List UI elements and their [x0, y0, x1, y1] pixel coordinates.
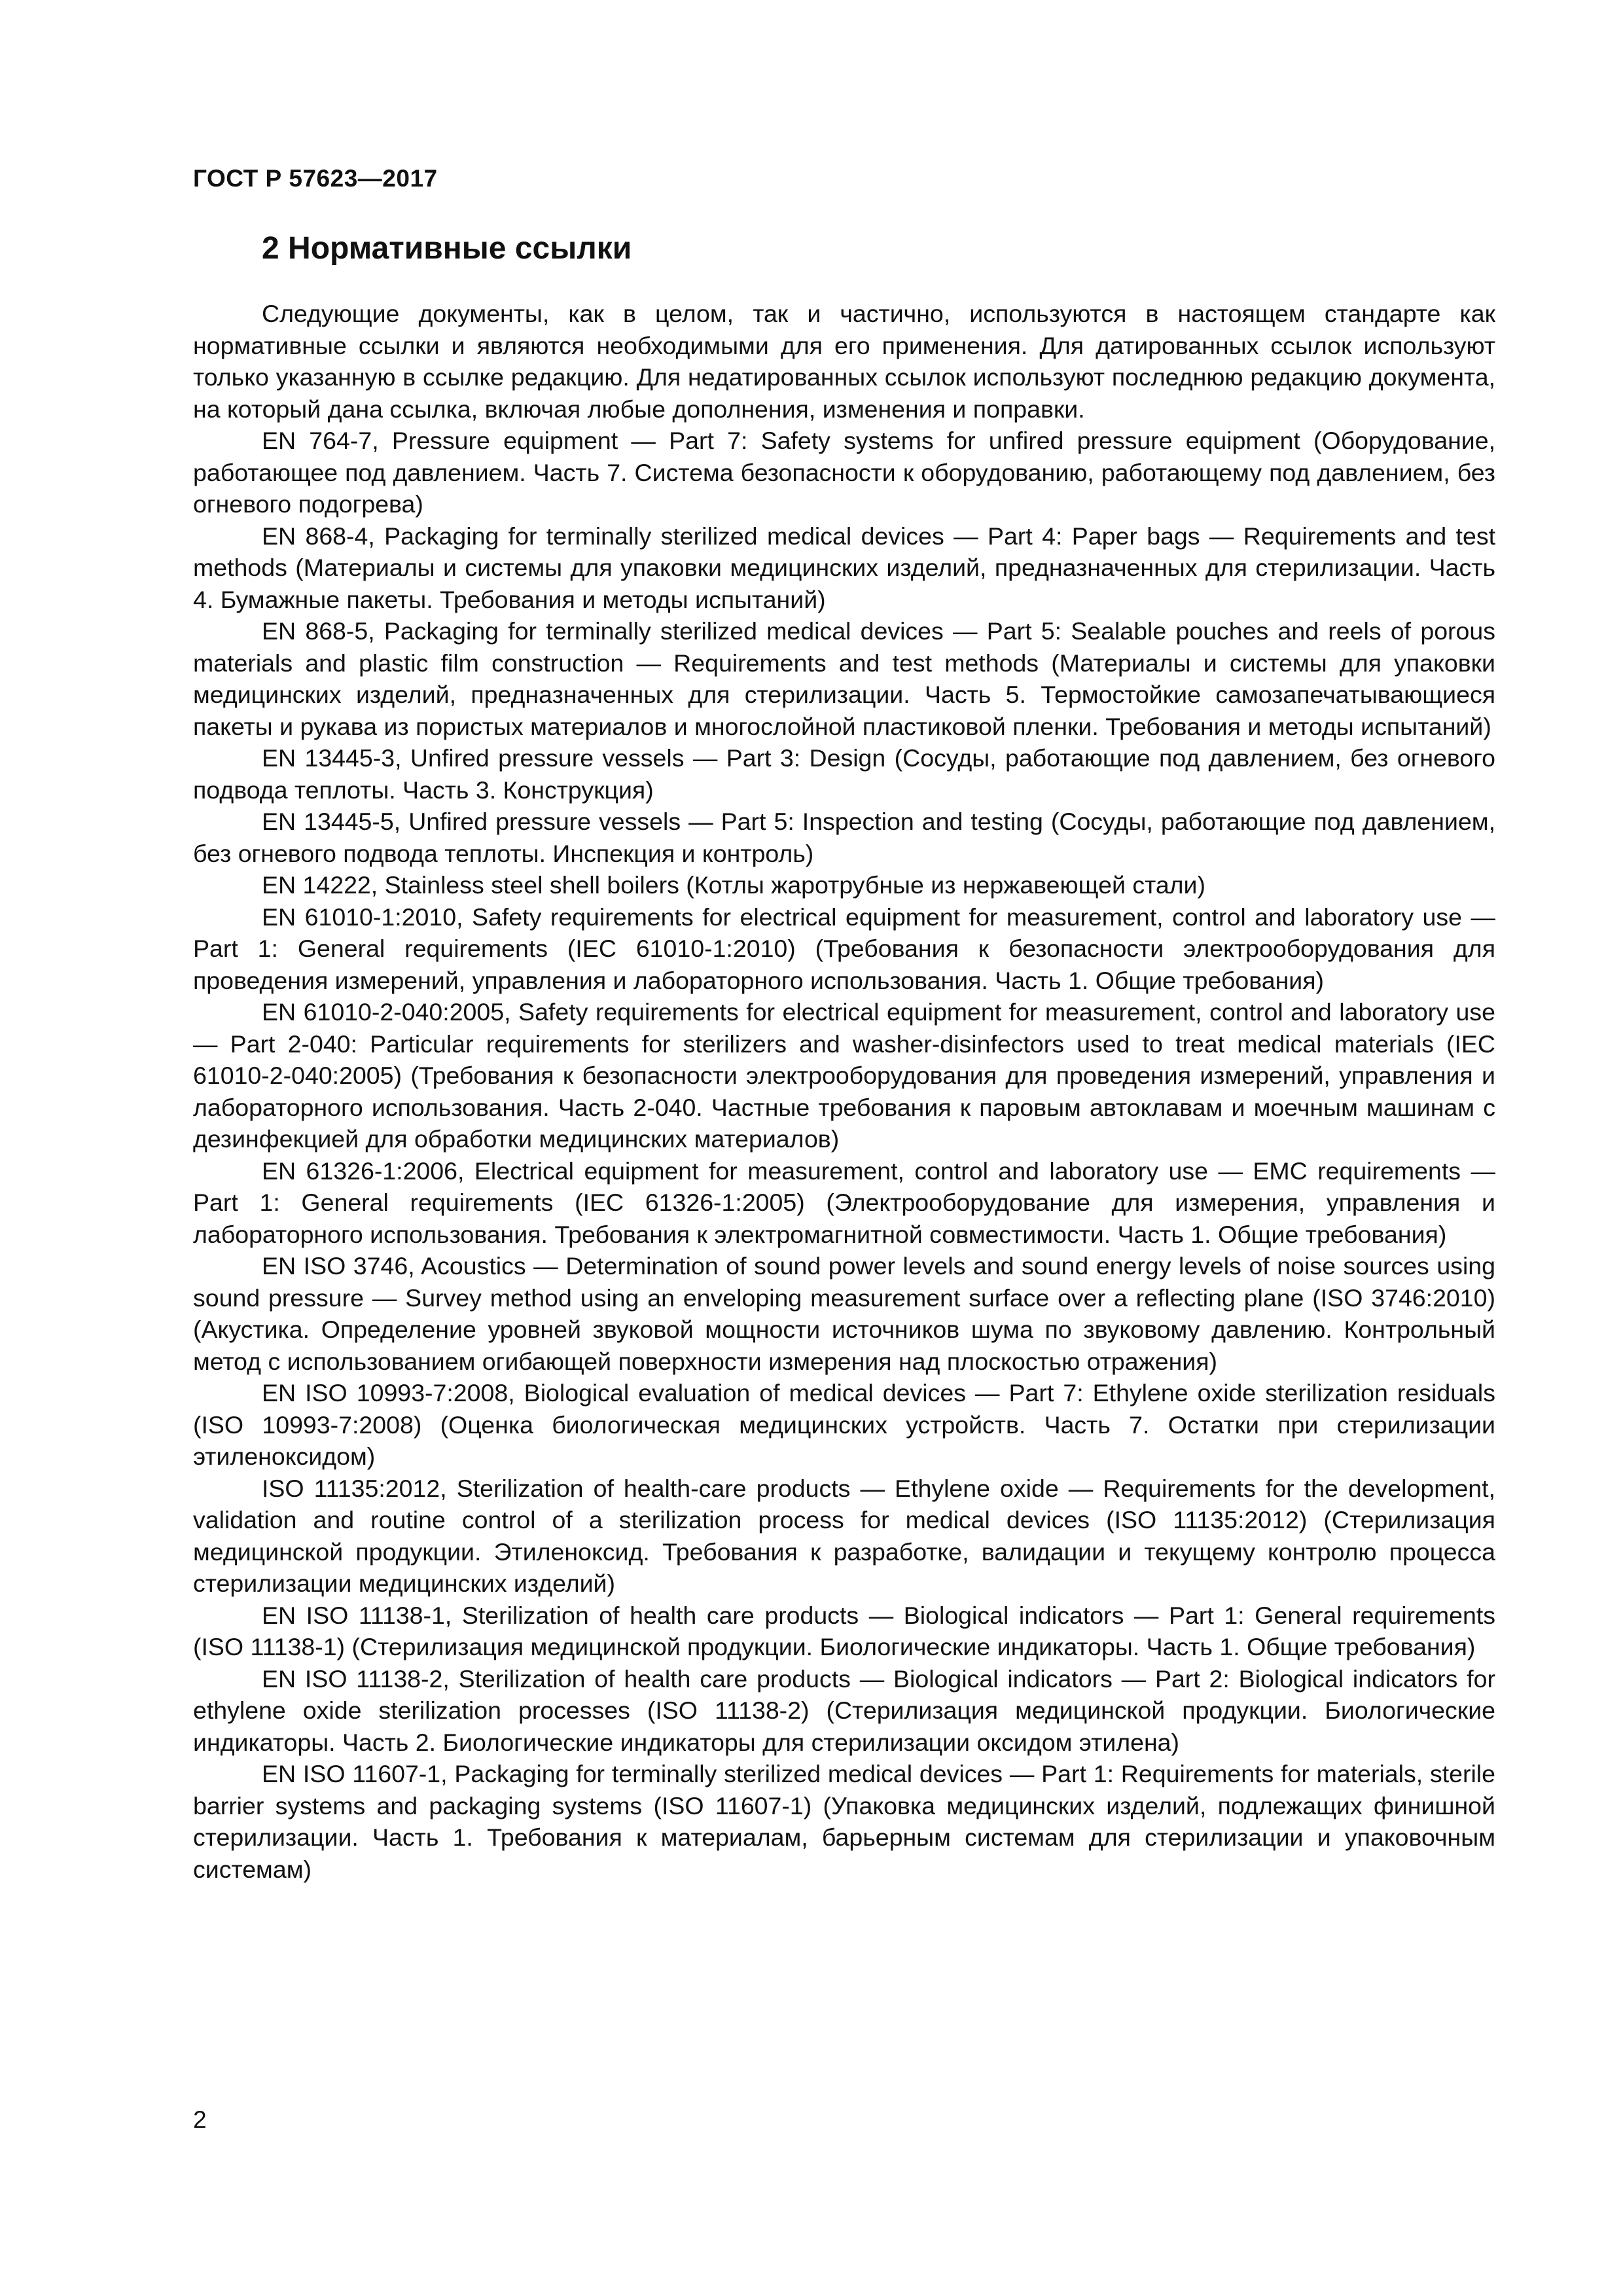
paragraph-intro: Следующие документы, как в целом, так и частично, используются в настоящем стандарте как нормативные ссылки и являются необходимыми для его применения. Для датированных ссылок используют только указанную в ссылке редакцию. Для недатированных ссылок используют последнюю редакцию документа, на который дана ссылка, включая любые дополнения, изменения и поправки. [193, 300, 1495, 423]
reference-en-764-7: EN 764-7, Pressure equipment — Part 7: Safety systems for unfired pressure equipment (Оборудование, работающее под давлением. Часть 7. Система безопасности к оборудованию, работающему под давлением, без огневого подогрева) [193, 427, 1495, 518]
reference-en-61010-2-040: EN 61010-2-040:2005, Safety requirements for electrical equipment for measurement, control and laboratory use — Part 2-040: Particular requirements for sterilizers and washer-disinfectors used to treat medical materials (IEC 61010-2-040:2005) (Требования к безопасности электрооборудования для проведения измерений, управления и лабораторного использования. Часть 2-040. Частные требования к паровым автоклавам и моечным машинам с дезинфекцией для обработки медицинских материалов) [193, 998, 1495, 1153]
reference-en-868-5: EN 868-5, Packaging for terminally sterilized medical devices — Part 5: Sealable pouches and reels of porous materials and plastic film construction — Requirements and test methods (Материалы и системы для упаковки медицинских изделий, предназначенных для стерилизации. Часть 5. Термостойкие самозапечатывающиеся пакеты и рукава из пористых материалов и многослойной пластиковой пленки. Требования и методы испытаний) [193, 617, 1495, 740]
reference-en-iso-10993-7: EN ISO 10993-7:2008, Biological evaluation of medical devices — Part 7: Ethylene oxide sterilization residuals (ISO 10993-7:2008) (Оценка биологическая медицинских устройств. Часть 7. Остатки при стерилизации этиленоксидом) [193, 1379, 1495, 1470]
reference-en-61010-1: EN 61010-1:2010, Safety requirements for electrical equipment for measurement, control and laboratory use — Part 1: General requirements (IEC 61010-1:2010) (Требования к безопасности электрооборудования для проведения измерений, управления и лабораторного использования. Часть 1. Общие требования) [193, 903, 1495, 994]
reference-en-14222: EN 14222, Stainless steel shell boilers (Котлы жаротрубные из нержавеющей стали) [262, 871, 1205, 899]
reference-en-868-4: EN 868-4, Packaging for terminally sterilized medical devices — Part 4: Paper bags — Requirements and test methods (Материалы и системы для упаковки медицинских изделий, предназначенных для стерилизации. Часть 4. Бумажные пакеты. Требования и методы испытаний) [193, 522, 1495, 613]
reference-en-13445-3: EN 13445-3, Unfired pressure vessels — Part 3: Design (Сосуды, работающие под давлением, без огневого подвода теплоты. Часть 3. Конструкция) [193, 744, 1495, 804]
reference-en-iso-11607-1: EN ISO 11607-1, Packaging for terminally sterilized medical devices — Part 1: Requirements for materials, sterile barrier systems and packaging systems (ISO 11607-1) (Упаковка медицинских изделий, подлежащих финишной стерилизации. Часть 1. Требования к материалам, барьерным системам для стерилизации и упаковочным системам) [193, 1760, 1495, 1883]
reference-iso-11135: ISO 11135:2012, Sterilization of health-care products — Ethylene oxide — Requirements for the development, validation and routine control of a sterilization process for medical devices (ISO 11135:2012) (Стерилизация медицинской продукции. Этиленоксид. Требования к разработке, валидации и текущему контролю процесса стерилизации медицинских изделий) [193, 1474, 1495, 1597]
page-number: 2 [193, 2106, 207, 2133]
standard-id-header: ГОСТ Р 57623—2017 [193, 165, 438, 192]
reference-en-13445-5: EN 13445-5, Unfired pressure vessels — Part 5: Inspection and testing (Сосуды, работающие под давлением, без огневого подвода теплоты. Инспекция и контроль) [193, 808, 1495, 867]
normative-references-body [193, 298, 1495, 1885]
reference-en-iso-11138-2: EN ISO 11138-2, Sterilization of health care products — Biological indicators — Part 2: Biological indicators for ethylene oxide sterilization processes (ISO 11138-2) (Стерилизация медицинской продукции. Биологические индикаторы. Часть 2. Биологические индикаторы для стерилизации оксидом этилена) [193, 1664, 1495, 1756]
reference-en-61326-1: EN 61326-1:2006, Electrical equipment for measurement, control and laboratory use — EMC requirements — Part 1: General requirements (IEC 61326-1:2005) (Электрооборудование для измерения, управления и лабораторного использования. Требования к электромагнитной совместимости. Часть 1. Общие требования) [193, 1157, 1495, 1248]
reference-en-iso-3746: EN ISO 3746, Acoustics — Determination of sound power levels and sound energy levels of noise sources using sound pressure — Survey method using an enveloping measurement surface over a reflecting plane (ISO 3746:2010) (Акустика. Определение уровней звуковой мощности источников шума по звуковому давлению. Контрольный метод с использованием огибающей поверхности измерения над плоскостью отражения) [193, 1252, 1495, 1375]
section-title: 2 Нормативные ссылки [262, 231, 632, 266]
reference-en-iso-11138-1: EN ISO 11138-1, Sterilization of health care products — Biological indicators — Part 1: General requirements (ISO 11138-1) (Стерилизация медицинской продукции. Биологические индикаторы. Часть 1. Общие требования) [193, 1601, 1495, 1660]
